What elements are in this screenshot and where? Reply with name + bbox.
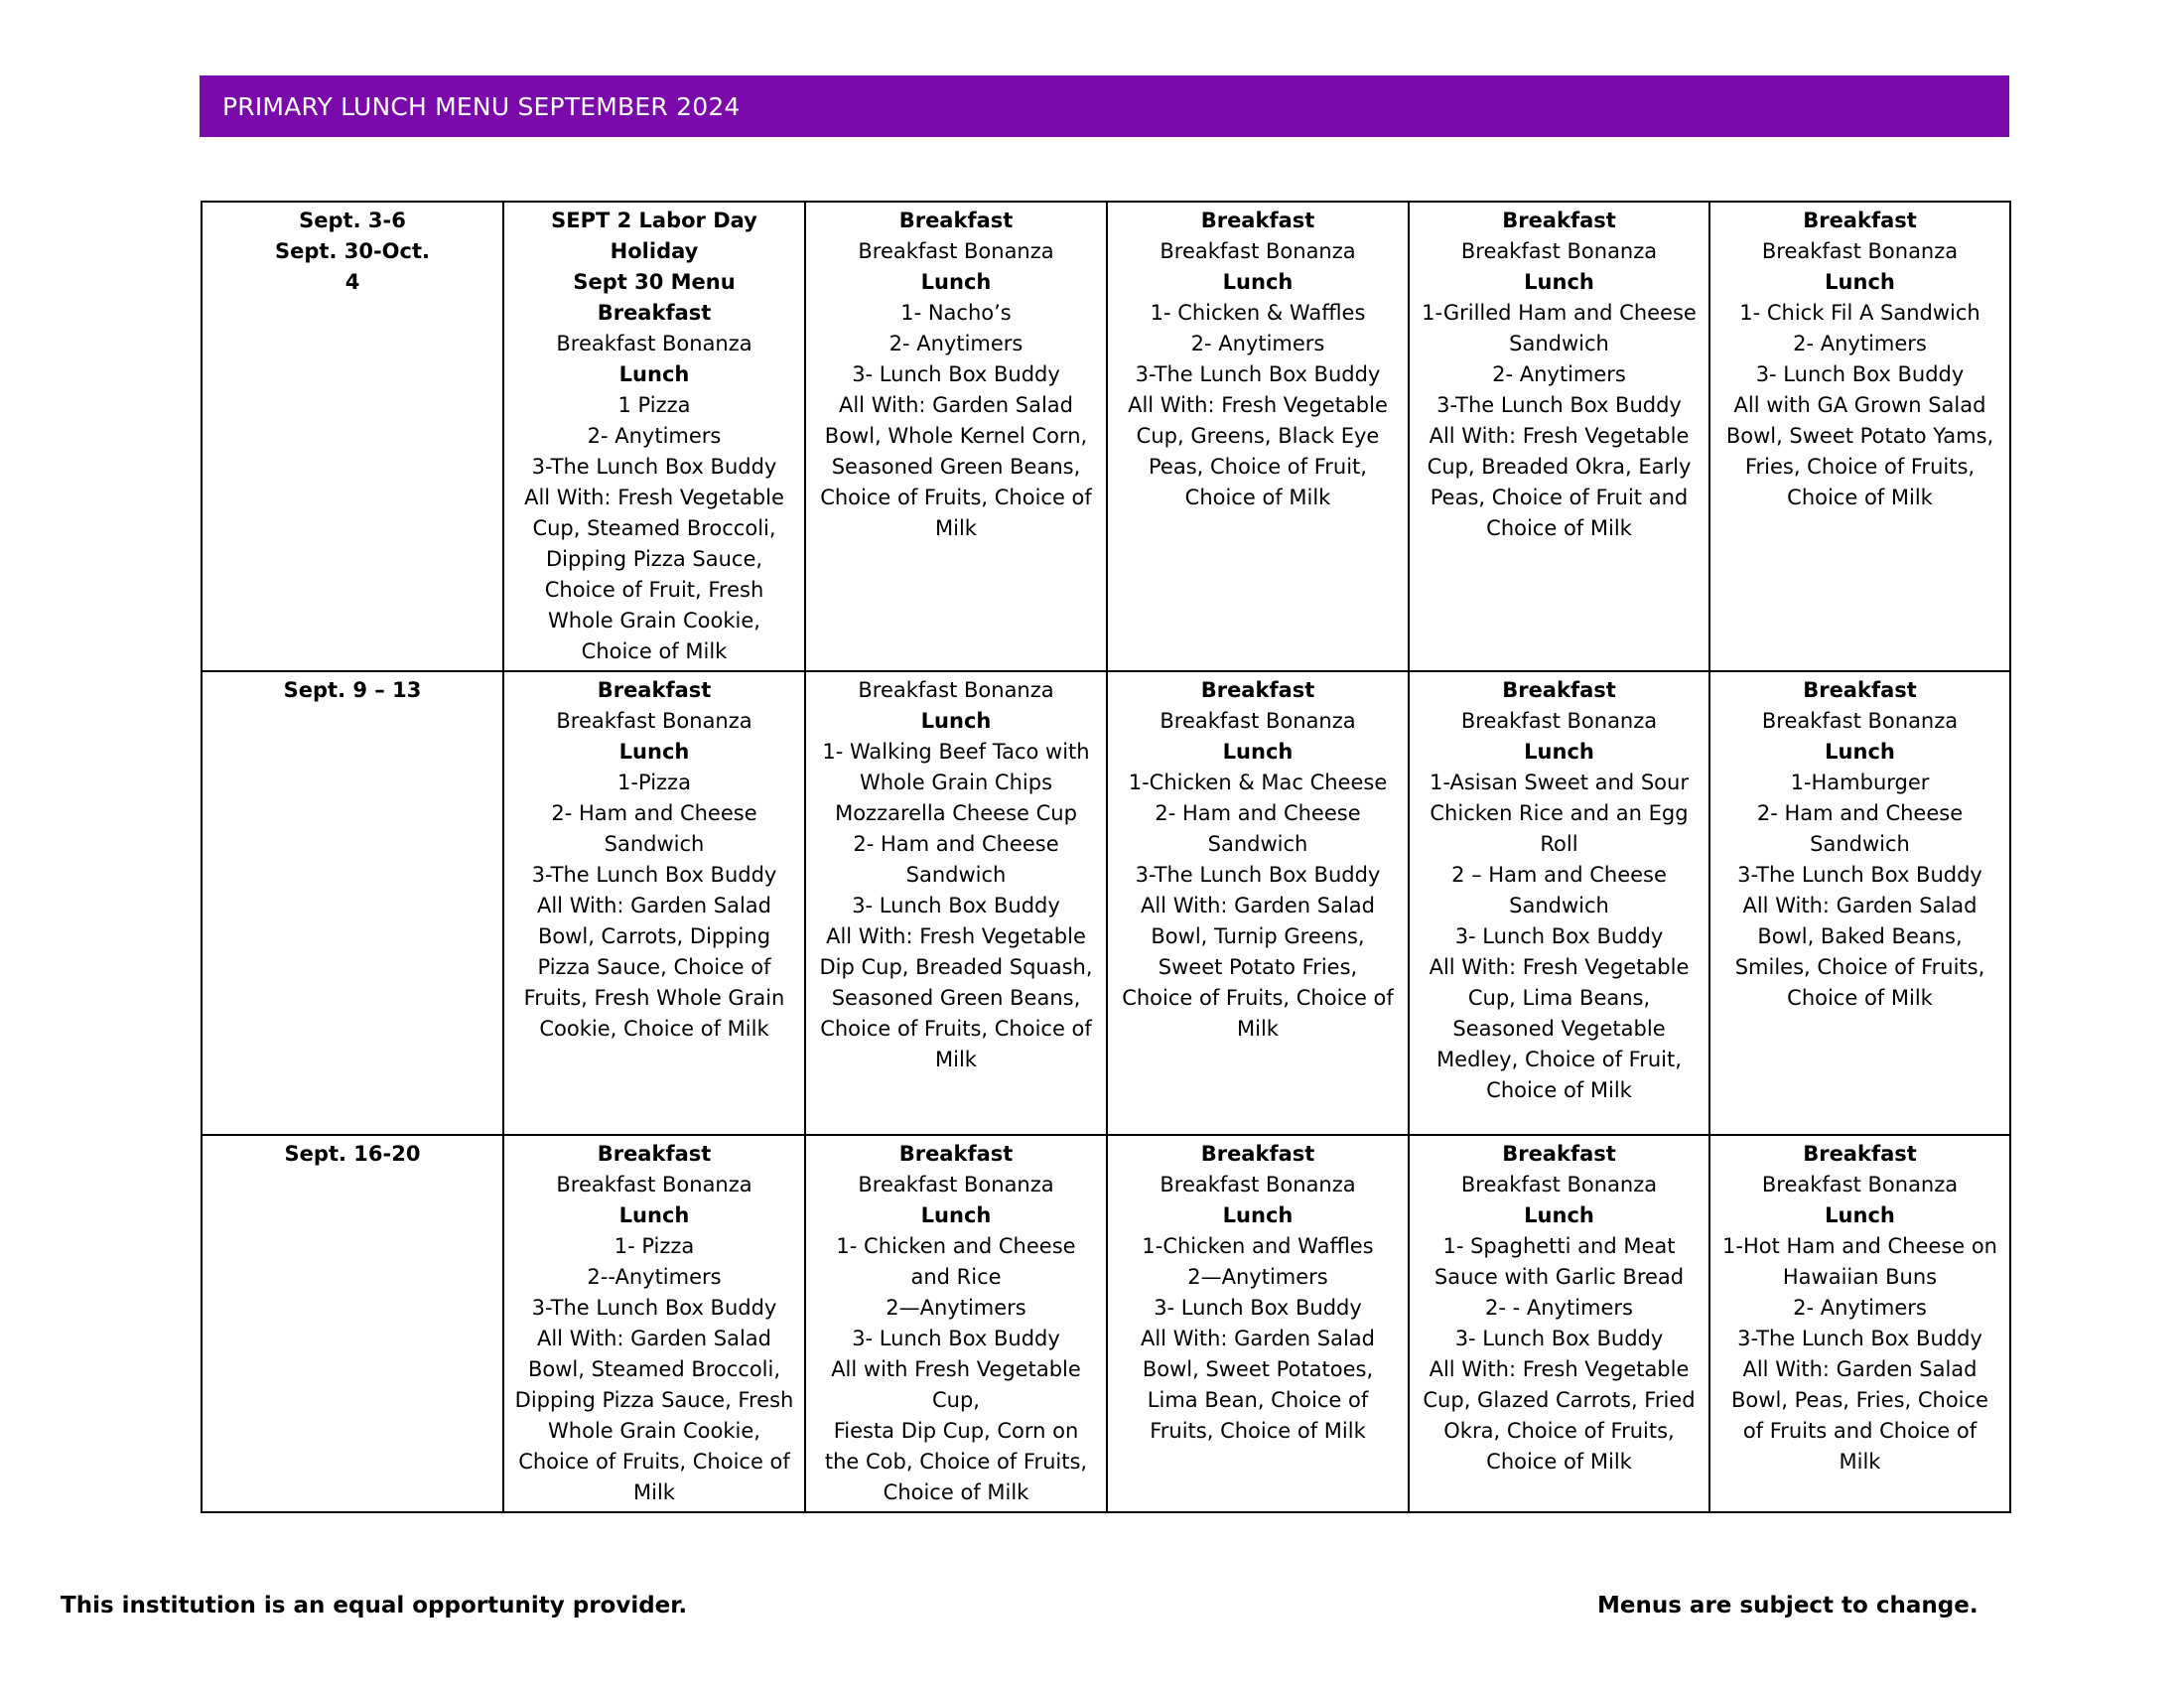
menu-item: 2- Anytimers bbox=[587, 424, 722, 448]
menu-item: 3- Lunch Box Buddy bbox=[852, 894, 1060, 917]
menu-heading: Lunch bbox=[618, 740, 690, 764]
week-label bbox=[202, 202, 503, 671]
menu-item: 1-Hamburger bbox=[1790, 771, 1930, 794]
menu-item: Milk bbox=[633, 1480, 675, 1504]
menu-item: All With: Garden Salad bbox=[1742, 1357, 1978, 1381]
day-menu-cell bbox=[1709, 202, 2010, 671]
menu-item: 3-The Lunch Box Buddy bbox=[531, 455, 777, 479]
week-label-line: Sept. 3-6 bbox=[299, 209, 406, 232]
menu-item: Bowl, Peas, Fries, Choice bbox=[1731, 1388, 1988, 1412]
week-label-line: Sept. 9 – 13 bbox=[283, 678, 422, 702]
week-label-line: 4 bbox=[344, 270, 360, 294]
menu-heading: Lunch bbox=[1222, 270, 1294, 294]
week-label bbox=[202, 1135, 503, 1512]
day-menu-cell bbox=[1709, 671, 2010, 1135]
day-menu-cell bbox=[805, 1135, 1107, 1512]
week-row bbox=[202, 202, 2010, 671]
menu-heading: Lunch bbox=[1222, 1203, 1294, 1227]
menu-item: 1- Pizza bbox=[614, 1234, 695, 1258]
menu-item: Bowl, Sweet Potatoes, bbox=[1142, 1357, 1374, 1381]
menu-item: Whole Grain Cookie, bbox=[548, 609, 760, 633]
menu-item: Milk bbox=[935, 516, 977, 540]
menu-item: the Cob, Choice of Fruits, bbox=[824, 1450, 1088, 1474]
menu-heading: Breakfast bbox=[1200, 209, 1315, 232]
menu-item: Breakfast Bonanza bbox=[556, 1173, 752, 1196]
menu-item: Breakfast Bonanza bbox=[1460, 239, 1658, 263]
menu-item: Breakfast Bonanza bbox=[1460, 709, 1658, 733]
menu-heading: Lunch bbox=[920, 709, 992, 733]
menu-item: Sandwich bbox=[1509, 332, 1609, 355]
menu-item: 1- Chicken and Cheese bbox=[836, 1234, 1076, 1258]
menu-heading: Lunch bbox=[1825, 1203, 1895, 1227]
menu-item: Choice of Milk bbox=[1787, 486, 1933, 509]
day-menu-cell bbox=[1107, 1135, 1409, 1512]
week-label bbox=[202, 671, 503, 1135]
menu-item: Bowl, Turnip Greens, bbox=[1151, 924, 1365, 948]
menu-item: 1 Pizza bbox=[617, 393, 691, 417]
menu-item: Cup, Breaded Okra, Early bbox=[1427, 455, 1692, 479]
menu-item: Breakfast Bonanza bbox=[1160, 709, 1356, 733]
menu-item: Choice of Fruit, Fresh bbox=[544, 578, 764, 602]
menu-item: Sandwich bbox=[1810, 832, 1910, 856]
menu-heading: Breakfast bbox=[597, 678, 712, 702]
menu-heading: Sept 30 Menu bbox=[573, 270, 736, 294]
menu-item: 3- Lunch Box Buddy bbox=[852, 1327, 1060, 1350]
menu-item: Cup, Steamed Broccoli, bbox=[532, 516, 776, 540]
menu-item: 2- Ham and Cheese bbox=[1155, 801, 1361, 825]
menu-item: 3- Lunch Box Buddy bbox=[1454, 1327, 1664, 1350]
menu-item: All With: Fresh Vegetable bbox=[1429, 955, 1690, 979]
menu-item: 1-Chicken & Mac Cheese bbox=[1128, 771, 1388, 794]
menu-item: 1- Nacho’s bbox=[900, 301, 1012, 325]
menu-item: Choice of Fruits, Choice of bbox=[518, 1450, 790, 1474]
menu-item: Bowl, Steamed Broccoli, bbox=[527, 1357, 781, 1381]
menu-item: Sandwich bbox=[1207, 832, 1308, 856]
menu-item: 2- Ham and Cheese bbox=[551, 801, 757, 825]
menu-heading: Breakfast bbox=[1502, 1142, 1616, 1166]
menu-table-body bbox=[202, 202, 2010, 1512]
menu-item: Choice of Milk bbox=[1184, 486, 1331, 509]
menu-item: Milk bbox=[1839, 1450, 1881, 1474]
menu-title-banner bbox=[200, 75, 2009, 137]
day-menu-cell bbox=[1107, 202, 1409, 671]
menu-item: Sandwich bbox=[604, 832, 705, 856]
menu-item: 3-The Lunch Box Buddy bbox=[1135, 863, 1381, 887]
page-title: PRIMARY LUNCH MENU SEPTEMBER 2024 bbox=[222, 91, 741, 121]
menu-item: Milk bbox=[1237, 1017, 1279, 1041]
menu-heading: Lunch bbox=[1825, 740, 1895, 764]
menu-item: All with GA Grown Salad bbox=[1733, 393, 1986, 417]
menu-item: Bowl, Sweet Potato Yams, bbox=[1725, 424, 1994, 448]
menu-item: Seasoned Vegetable bbox=[1452, 1017, 1666, 1041]
menu-item: Hawaiian Buns bbox=[1782, 1265, 1938, 1289]
menu-item: Cookie, Choice of Milk bbox=[539, 1017, 769, 1041]
menu-item: Choice of Milk bbox=[1486, 1450, 1632, 1474]
menu-item: Breakfast Bonanza bbox=[1160, 1173, 1356, 1196]
menu-item: Breakfast Bonanza bbox=[858, 239, 1054, 263]
menu-item: Sauce with Garlic Bread bbox=[1433, 1265, 1685, 1289]
menu-heading: Lunch bbox=[1524, 1203, 1594, 1227]
menu-item: Medley, Choice of Fruit, bbox=[1436, 1048, 1682, 1071]
menu-item: Breakfast Bonanza bbox=[1761, 239, 1959, 263]
menu-item: Cup, Lima Beans, bbox=[1467, 986, 1651, 1010]
menu-item: 1-Chicken and Waffles bbox=[1142, 1234, 1374, 1258]
menu-item: Sandwich bbox=[905, 863, 1007, 887]
menu-heading: Breakfast bbox=[1502, 678, 1616, 702]
menu-item: All With: Fresh Vegetable bbox=[826, 924, 1086, 948]
menu-item: Breakfast Bonanza bbox=[1761, 709, 1959, 733]
menu-item: Peas, Choice of Fruit, bbox=[1149, 455, 1367, 479]
menu-heading: Breakfast bbox=[1200, 1142, 1315, 1166]
menu-item: 2—Anytimers bbox=[1187, 1265, 1328, 1289]
day-menu-cell bbox=[1409, 202, 1709, 671]
day-menu-cell bbox=[503, 1135, 805, 1512]
menu-item: Bowl, Baked Beans, bbox=[1757, 924, 1963, 948]
menu-item: All With: Fresh Vegetable bbox=[1429, 1357, 1690, 1381]
menu-item: 2--Anytimers bbox=[587, 1265, 722, 1289]
week-label-line: Sept. 16-20 bbox=[284, 1142, 421, 1166]
day-menu-cell bbox=[1409, 671, 1709, 1135]
menu-heading: Lunch bbox=[618, 1203, 690, 1227]
menu-item: 2- Anytimers bbox=[1190, 332, 1325, 355]
menu-item: Whole Grain Cookie, bbox=[548, 1419, 760, 1443]
menu-item: Dipping Pizza Sauce, bbox=[545, 547, 763, 571]
menu-item: 1- Walking Beef Taco with bbox=[822, 740, 1090, 764]
menu-item: Peas, Choice of Fruit and bbox=[1430, 486, 1689, 509]
day-menu-cell bbox=[1409, 1135, 1709, 1512]
menu-heading: Breakfast bbox=[597, 301, 712, 325]
menu-item: Breakfast Bonanza bbox=[556, 332, 752, 355]
menu-item: Breakfast Bonanza bbox=[1460, 1173, 1658, 1196]
menu-item: Seasoned Green Beans, bbox=[831, 986, 1081, 1010]
menu-item: Choice of Milk bbox=[1787, 986, 1933, 1010]
day-menu-cell bbox=[503, 202, 805, 671]
week-row bbox=[202, 671, 2010, 1135]
day-menu-cell bbox=[805, 671, 1107, 1135]
menu-item: All With: Garden Salad bbox=[536, 894, 771, 917]
day-menu-cell bbox=[805, 202, 1107, 671]
menu-item: 3- Lunch Box Buddy bbox=[1755, 362, 1965, 386]
menu-item: 3-The Lunch Box Buddy bbox=[531, 863, 777, 887]
menu-item: Bowl, Carrots, Dipping bbox=[537, 924, 771, 948]
menu-item: 1- Spaghetti and Meat bbox=[1442, 1234, 1676, 1258]
menu-item: All With: Fresh Vegetable bbox=[1429, 424, 1690, 448]
menu-item: 2—Anytimers bbox=[886, 1296, 1026, 1320]
menu-heading: Lunch bbox=[1825, 270, 1895, 294]
menu-item: Chicken Rice and an Egg bbox=[1430, 801, 1689, 825]
menu-item: 1- Chick Fil A Sandwich bbox=[1739, 301, 1980, 325]
menu-item: Choice of Fruits, Choice of bbox=[820, 1017, 1092, 1041]
menu-change-note: Menus are subject to change. bbox=[1597, 1593, 1979, 1618]
menu-item: 3-The Lunch Box Buddy bbox=[1737, 1327, 1982, 1350]
menu-item: Dip Cup, Breaded Squash, bbox=[819, 955, 1093, 979]
menu-heading: Breakfast bbox=[1803, 678, 1917, 702]
menu-item: Breakfast Bonanza bbox=[858, 678, 1054, 702]
menu-item: Breakfast Bonanza bbox=[858, 1173, 1054, 1196]
menu-item: Dipping Pizza Sauce, Fresh bbox=[514, 1388, 794, 1412]
menu-item: Seasoned Green Beans, bbox=[831, 455, 1081, 479]
menu-item: Milk bbox=[935, 1048, 977, 1071]
menu-item: Fiesta Dip Cup, Corn on bbox=[833, 1419, 1079, 1443]
menu-item: 2- Anytimers bbox=[1793, 1296, 1927, 1320]
menu-item: 3- Lunch Box Buddy bbox=[852, 362, 1060, 386]
menu-item: Fruits, Fresh Whole Grain bbox=[523, 986, 785, 1010]
menu-heading: Lunch bbox=[618, 362, 690, 386]
menu-item: All With: Garden Salad bbox=[1140, 1327, 1375, 1350]
menu-item: 1- Chicken & Waffles bbox=[1150, 301, 1366, 325]
menu-item: 2- Anytimers bbox=[1793, 332, 1927, 355]
menu-item: 2- Anytimers bbox=[888, 332, 1024, 355]
day-menu-cell bbox=[1107, 671, 1409, 1135]
menu-item: All With: Garden Salad bbox=[1140, 894, 1375, 917]
menu-item: Pizza Sauce, Choice of bbox=[537, 955, 771, 979]
menu-item: of Fruits and Choice of bbox=[1742, 1419, 1978, 1443]
menu-item: Fruits, Choice of Milk bbox=[1150, 1419, 1366, 1443]
menu-item: All with Fresh Vegetable bbox=[831, 1357, 1081, 1381]
menu-item: 1-Hot Ham and Cheese on bbox=[1722, 1234, 1997, 1258]
menu-heading: Breakfast bbox=[597, 1142, 712, 1166]
menu-item: Cup, Glazed Carrots, Fried bbox=[1423, 1388, 1696, 1412]
menu-item: All With: Fresh Vegetable bbox=[1128, 393, 1388, 417]
menu-item: Choice of Milk bbox=[883, 1480, 1029, 1504]
menu-table bbox=[201, 201, 2011, 1513]
menu-item: 3- Lunch Box Buddy bbox=[1154, 1296, 1362, 1320]
menu-item: All With: Garden Salad bbox=[1742, 894, 1978, 917]
day-menu-cell bbox=[1709, 1135, 2010, 1512]
menu-item: and Rice bbox=[910, 1265, 1002, 1289]
menu-heading: Lunch bbox=[1524, 740, 1594, 764]
menu-item: 1-Asisan Sweet and Sour bbox=[1430, 771, 1689, 794]
menu-heading: Lunch bbox=[1222, 740, 1294, 764]
week-row bbox=[202, 1135, 2010, 1512]
menu-item: Choice of Fruits, Choice of bbox=[1122, 986, 1394, 1010]
menu-item: Mozzarella Cheese Cup bbox=[835, 801, 1077, 825]
menu-item: Cup, bbox=[932, 1388, 980, 1412]
menu-item: Breakfast Bonanza bbox=[1160, 239, 1356, 263]
day-menu-cell bbox=[503, 671, 805, 1135]
menu-heading: Breakfast bbox=[1803, 1142, 1917, 1166]
menu-item: All With: Garden Salad bbox=[536, 1327, 771, 1350]
menu-item: All With: Fresh Vegetable bbox=[524, 486, 784, 509]
menu-item: Roll bbox=[1540, 832, 1578, 856]
menu-item: Choice of Fruits, Choice of bbox=[820, 486, 1092, 509]
menu-item: Whole Grain Chips bbox=[859, 771, 1053, 794]
menu-item: 2- Anytimers bbox=[1492, 362, 1626, 386]
menu-heading: Lunch bbox=[1524, 270, 1594, 294]
menu-item: 3-The Lunch Box Buddy bbox=[1436, 393, 1682, 417]
equal-opportunity-note: This institution is an equal opportunity provider. bbox=[61, 1593, 688, 1618]
menu-heading: Lunch bbox=[920, 1203, 992, 1227]
menu-heading: Breakfast bbox=[898, 1142, 1014, 1166]
menu-item: 3-The Lunch Box Buddy bbox=[531, 1296, 777, 1320]
menu-item: 3-The Lunch Box Buddy bbox=[1135, 362, 1381, 386]
menu-item: Bowl, Whole Kernel Corn, bbox=[824, 424, 1088, 448]
menu-item: 1-Grilled Ham and Cheese bbox=[1422, 301, 1697, 325]
menu-item: 3-The Lunch Box Buddy bbox=[1737, 863, 1982, 887]
menu-item: Sweet Potato Fries, bbox=[1158, 955, 1358, 979]
menu-heading: Breakfast bbox=[1502, 209, 1616, 232]
menu-item: 2- Ham and Cheese bbox=[1756, 801, 1964, 825]
menu-heading: Breakfast bbox=[1803, 209, 1917, 232]
menu-item: Choice of Milk bbox=[1486, 1078, 1632, 1102]
menu-item: Cup, Greens, Black Eye bbox=[1136, 424, 1380, 448]
menu-item: Choice of Milk bbox=[1486, 516, 1632, 540]
menu-item: Breakfast Bonanza bbox=[556, 709, 752, 733]
menu-item: 2- - Anytimers bbox=[1485, 1296, 1633, 1320]
menu-item: Choice of Milk bbox=[581, 639, 728, 663]
menu-heading: SEPT 2 Labor Day Holiday bbox=[551, 209, 757, 263]
menu-heading: Lunch bbox=[920, 270, 992, 294]
menu-heading: Breakfast bbox=[898, 209, 1014, 232]
menu-item: 2 – Ham and Cheese bbox=[1451, 863, 1667, 887]
menu-item: Breakfast Bonanza bbox=[1761, 1173, 1959, 1196]
menu-item: Sandwich bbox=[1509, 894, 1609, 917]
menu-item: Okra, Choice of Fruits, bbox=[1443, 1419, 1675, 1443]
menu-heading: Breakfast bbox=[1200, 678, 1315, 702]
menu-item: All With: Garden Salad bbox=[838, 393, 1073, 417]
menu-item: 1-Pizza bbox=[617, 771, 691, 794]
menu-item: Fries, Choice of Fruits, bbox=[1744, 455, 1976, 479]
menu-item: 2- Ham and Cheese bbox=[853, 832, 1059, 856]
week-label-line: Sept. 30-Oct. bbox=[275, 239, 430, 263]
menu-item: Smiles, Choice of Fruits, bbox=[1734, 955, 1985, 979]
menu-item: 3- Lunch Box Buddy bbox=[1454, 924, 1664, 948]
menu-item: Lima Bean, Choice of bbox=[1147, 1388, 1369, 1412]
